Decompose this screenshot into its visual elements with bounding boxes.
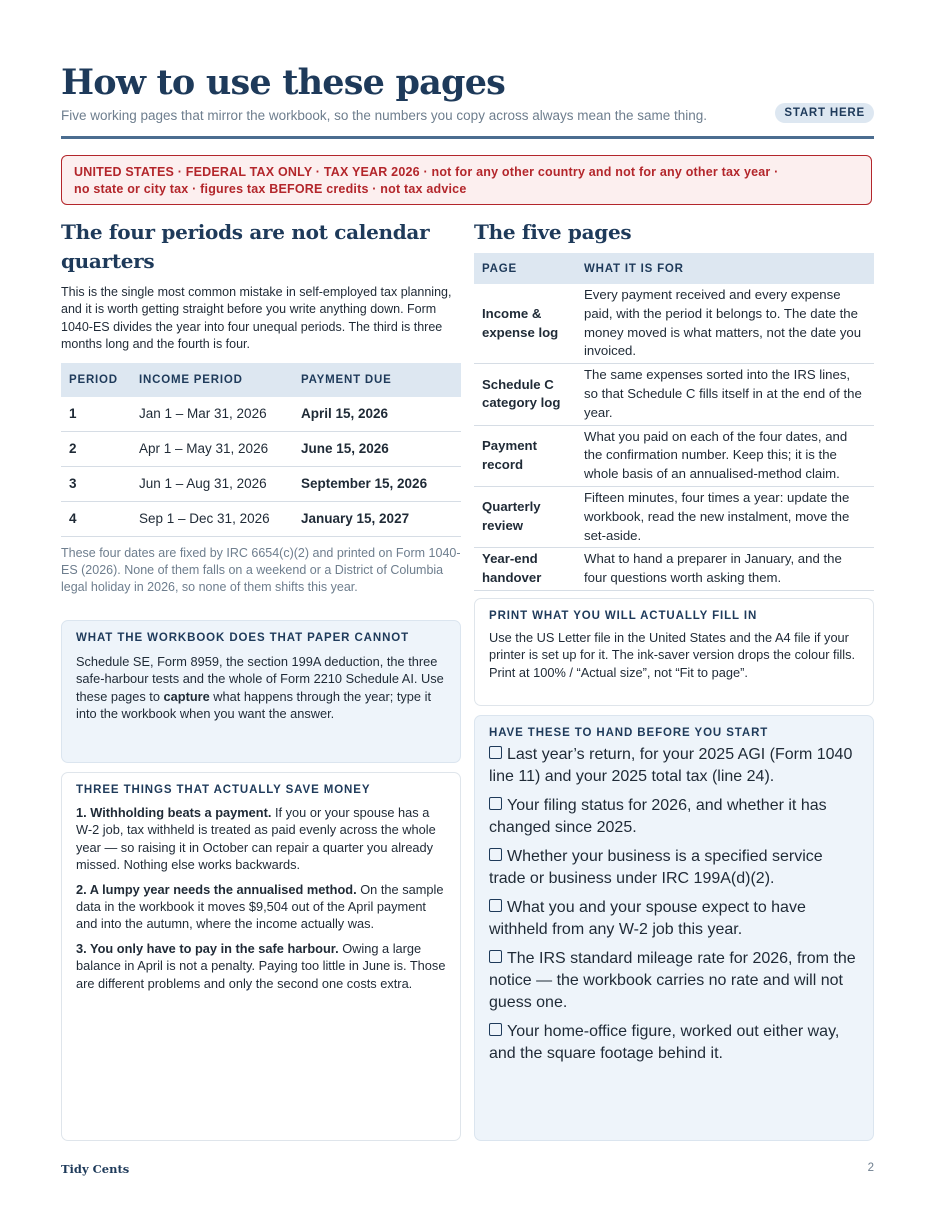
- periods-intro: This is the single most common mistake in self-employed tax planning, and it is worth getting straight before you write anything down. Form 1040-ES divides the year into four unequal periods. The third is three months long and the fourth is four.: [61, 285, 452, 352]
- page-name: Quarterly review: [474, 486, 576, 547]
- page-name: Payment record: [474, 425, 576, 486]
- header-divider: [61, 136, 874, 139]
- save-money-item: [76, 804, 446, 874]
- period-number: 2: [61, 431, 131, 466]
- save-item-lead: 3. You only have to pay in the safe harbour.: [76, 940, 339, 956]
- payment-due: September 15, 2026: [293, 466, 461, 501]
- workbook-callout: [61, 620, 461, 763]
- save-money-heading: THREE THINGS THAT ACTUALLY SAVE MONEY: [76, 784, 371, 796]
- footer-brand: Tidy Cents: [61, 1162, 130, 1176]
- periods-heading: The four periods are not calendar quarters: [61, 220, 430, 273]
- checklist-item: [489, 1021, 859, 1065]
- period-number: 4: [61, 501, 131, 536]
- workbook-callout-text: [76, 653, 446, 723]
- checkbox-icon[interactable]: [489, 899, 502, 912]
- checklist-item: [489, 846, 859, 890]
- pages-table: [474, 253, 874, 591]
- checklist-callout: [474, 715, 874, 1141]
- page-purpose: The same expenses sorted into the IRS lines, so that Schedule C fills itself in at the end of the year.: [576, 364, 874, 425]
- payment-due: January 15, 2027: [293, 501, 461, 536]
- checkbox-icon[interactable]: [489, 950, 502, 963]
- table-row: [474, 548, 874, 591]
- page-purpose: What you paid on each of the four dates, and the confirmation number. Keep this; it is the whole basis of an annualised-method claim.: [576, 425, 874, 486]
- jurisdiction-warning: [61, 155, 872, 205]
- save-money-callout: [61, 772, 461, 1141]
- warning-line-2: no state or city tax · figures tax BEFORE credits · not tax advice: [74, 182, 467, 196]
- periods-table: [61, 363, 461, 537]
- workbook-callout-heading: WHAT THE WORKBOOK DOES THAT PAPER CANNOT: [76, 632, 410, 644]
- page-purpose: Every payment received and every expense paid, with the period it belongs to. The date the money moved is what matters, not the date you invoiced.: [576, 284, 874, 364]
- table-row: [474, 425, 874, 486]
- period-number: 1: [61, 397, 131, 432]
- column-header-payment-due: PAYMENT DUE: [293, 363, 461, 397]
- checklist-item-text: The IRS standard mileage rate for 2026, from the notice — the workbook carries no rate and will not guess one.: [489, 950, 856, 1011]
- checklist-item-text: What you and your spouse expect to have withheld from any W-2 job this year.: [489, 899, 806, 938]
- right-column: [474, 218, 874, 591]
- periods-note: These four dates are fixed by IRC 6654(c)(2) and printed on Form 1040-ES (2026). None of them falls on a weekend or a District of Columbia legal holiday in 2026, so none of them shifts this year.: [61, 545, 461, 595]
- checkbox-icon[interactable]: [489, 746, 502, 759]
- print-callout-heading: PRINT WHAT YOU WILL ACTUALLY FILL IN: [489, 610, 758, 622]
- checklist-item: [489, 744, 859, 788]
- page-number: 2: [867, 1162, 874, 1174]
- period-number: 3: [61, 466, 131, 501]
- page-name: Schedule C category log: [474, 364, 576, 425]
- table-row: [61, 431, 461, 466]
- page-name: Income & expense log: [474, 284, 576, 364]
- payment-due: June 15, 2026: [293, 431, 461, 466]
- page-title: How to use these pages: [61, 62, 506, 103]
- warning-line-1: UNITED STATES · FEDERAL TAX ONLY · TAX YEAR 2026 · not for any other country and not for any other tax year ·: [74, 165, 779, 179]
- workbook-text-emphasis: capture: [163, 688, 210, 704]
- page: [61, 0, 874, 1210]
- checkbox-icon[interactable]: [489, 797, 502, 810]
- page-subtitle: Five working pages that mirror the workbook, so the numbers you copy across always mean the same thing.: [61, 108, 708, 123]
- save-item-text: If you or your spouse has a W-2 job, tax withheld is treated as paid evenly across the whole year — so raising it in October can repair a quarter you already missed. Nothing else works backwards.: [76, 805, 436, 873]
- page-purpose: What to hand a preparer in January, and the four questions worth asking them.: [576, 548, 874, 591]
- column-header-income-period: INCOME PERIOD: [131, 363, 293, 397]
- column-header-purpose: WHAT IT IS FOR: [576, 253, 874, 284]
- pages-table-header: [474, 253, 874, 284]
- start-here-badge: START HERE: [775, 103, 874, 123]
- left-column: [61, 218, 461, 597]
- checklist-item: [489, 948, 859, 1014]
- print-callout: [474, 598, 874, 706]
- table-row: [61, 397, 461, 432]
- income-period: Jan 1 – Mar 31, 2026: [131, 397, 293, 432]
- payment-due: April 15, 2026: [293, 397, 461, 432]
- page-purpose: Fifteen minutes, four times a year: update the workbook, read the new instalment, move the set-aside.: [576, 486, 874, 547]
- workbook-text-part: what happens through the year; type it into the workbook when you want the answer.: [76, 688, 431, 722]
- save-item-lead: 1. Withholding beats a payment.: [76, 805, 272, 820]
- print-callout-text: Use the US Letter file in the United States and the A4 file if your printer is set up for it. The ink-saver version drops the colour fills. Print at 100% / “Actual size”, not “Fit to page”.: [489, 630, 856, 680]
- save-item-lead: 2. A lumpy year needs the annualised method.: [76, 881, 357, 897]
- periods-table-header: [61, 363, 461, 397]
- table-row: [474, 284, 874, 364]
- table-row: [474, 486, 874, 547]
- income-period: Apr 1 – May 31, 2026: [131, 431, 293, 466]
- pages-heading: The five pages: [474, 220, 632, 244]
- checklist-item: [489, 795, 859, 839]
- save-item-text: Owing a large balance in April is not a penalty. Paying too little in June is. Those are different problems and only the second one costs extra.: [76, 940, 446, 991]
- save-money-item: [76, 881, 446, 933]
- checkbox-icon[interactable]: [489, 848, 502, 861]
- checklist-heading: HAVE THESE TO HAND BEFORE YOU START: [489, 727, 769, 739]
- table-row: [474, 364, 874, 425]
- table-row: [61, 466, 461, 501]
- income-period: Sep 1 – Dec 31, 2026: [131, 501, 293, 536]
- column-header-period: PERIOD: [61, 363, 131, 397]
- income-period: Jun 1 – Aug 31, 2026: [131, 466, 293, 501]
- column-header-page: PAGE: [474, 253, 576, 284]
- checkbox-icon[interactable]: [489, 1023, 502, 1036]
- page-name: Year-end handover: [474, 548, 576, 591]
- checklist-item: [489, 897, 859, 941]
- save-item-text: On the sample data in the workbook it moves $9,504 out of the April payment and into the autumn, where the income actually was.: [76, 881, 444, 932]
- save-money-item: [76, 940, 446, 992]
- table-row: [61, 501, 461, 536]
- checklist-item-text: Your filing status for 2026, and whether it has changed since 2025.: [489, 797, 827, 836]
- checklist-item-text: Last year’s return, for your 2025 AGI (Form 1040 line 11) and your 2025 total tax (line 24).: [489, 746, 853, 785]
- checklist-item-text: Whether your business is a specified service trade or business under IRC 199A(d)(2).: [489, 848, 823, 887]
- checklist-item-text: Your home-office figure, worked out either way, and the square footage behind it.: [489, 1023, 840, 1062]
- workbook-text-part: Schedule SE, Form 8959, the section 199A deduction, the three safe-harbour tests and the whole of Form 2210 Schedule AI. Use these pages to: [76, 654, 444, 704]
